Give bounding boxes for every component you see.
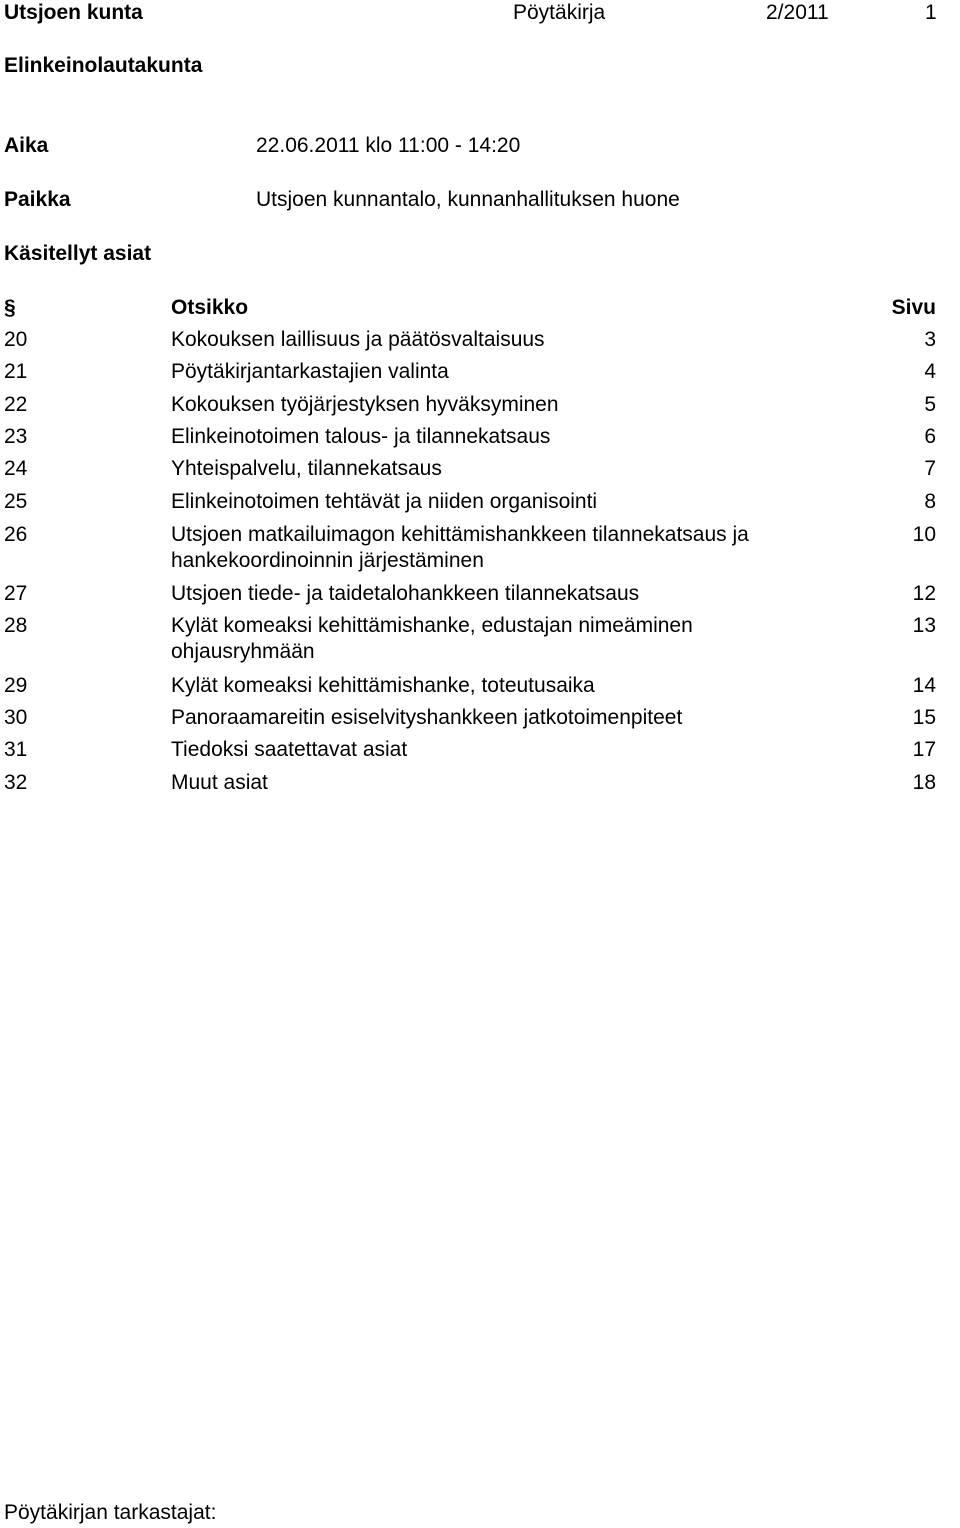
document-number: 2/2011	[766, 1, 829, 24]
agenda-item-title: Panoraamareitin esiselvityshankkeen jatkotoimenpiteet	[171, 706, 683, 729]
agenda-item-number: 22	[4, 393, 28, 416]
agenda-item-page: 18	[912, 771, 936, 794]
page-number: 1	[925, 1, 937, 24]
agenda-item-number: 25	[4, 490, 28, 513]
time-value: 22.06.2011 klo 11:00 - 14:20	[256, 134, 521, 157]
agenda-item-number: 28	[4, 614, 28, 637]
agenda-item-page: 4	[924, 360, 936, 383]
agenda-item-page: 14	[912, 674, 936, 697]
title-column-header: Otsikko	[171, 296, 249, 319]
agenda-item-title: Pöytäkirjantarkastajien valinta	[171, 360, 449, 383]
agenda-item-title: Kokouksen laillisuus ja päätösvaltaisuus	[171, 328, 545, 351]
agenda-item-number: 23	[4, 425, 28, 448]
agenda-item-number: 21	[4, 360, 28, 383]
section-symbol-header: §	[4, 296, 16, 319]
agenda-item-number: 32	[4, 771, 28, 794]
agenda-item-page: 7	[924, 457, 936, 480]
agenda-item-title: Tiedoksi saatettavat asiat	[171, 738, 408, 761]
agenda-item-number: 29	[4, 674, 28, 697]
board-name: Elinkeinolautakunta	[4, 54, 203, 77]
agenda-item-page: 3	[924, 328, 936, 351]
agenda-item-number: 31	[4, 738, 28, 761]
reviewers-label: Pöytäkirjan tarkastajat:	[4, 1501, 217, 1524]
agenda-item-page: 5	[924, 393, 936, 416]
document-type: Pöytäkirja	[513, 1, 606, 24]
agenda-item-page: 12	[912, 582, 936, 605]
agenda-item-number: 20	[4, 328, 28, 351]
agenda-item-title: Kylät komeaksi kehittämishanke, toteutusaika	[171, 674, 595, 697]
agenda-item-title: Yhteispalvelu, tilannekatsaus	[171, 457, 442, 480]
organization-name: Utsjoen kunta	[4, 1, 143, 24]
agenda-item-number: 26	[4, 523, 28, 546]
agenda-item-page: 8	[924, 490, 936, 513]
agenda-item-title: Kokouksen työjärjestyksen hyväksyminen	[171, 393, 559, 416]
agenda-item-title: Utsjoen matkailuimagon kehittämishankkeen tilannekatsaus ja hankekoordinoinnin järjestäminen	[171, 523, 749, 572]
place-label: Paikka	[4, 188, 71, 211]
agenda-item-title: Elinkeinotoimen talous- ja tilannekatsaus	[171, 425, 551, 448]
page-column-header: Sivu	[891, 296, 936, 319]
agenda-item-page: 13	[912, 614, 936, 637]
agenda-item-title: Utsjoen tiede- ja taidetalohankkeen tilannekatsaus	[171, 582, 640, 605]
agenda-item-title: Muut asiat	[171, 771, 268, 794]
agenda-item-title: Elinkeinotoimen tehtävät ja niiden organisointi	[171, 490, 598, 513]
agenda-item-page: 6	[924, 425, 936, 448]
agenda-section-title: Käsitellyt asiat	[4, 242, 152, 265]
agenda-item-title: Kylät komeaksi kehittämishanke, edustajan nimeäminen ohjausryhmään	[171, 614, 693, 663]
agenda-item-number: 24	[4, 457, 28, 480]
agenda-item-page: 15	[912, 706, 936, 729]
agenda-item-number: 30	[4, 706, 28, 729]
place-value: Utsjoen kunnantalo, kunnanhallituksen huone	[256, 188, 680, 211]
agenda-item-page: 17	[912, 738, 936, 761]
agenda-item-number: 27	[4, 582, 28, 605]
agenda-item-page: 10	[912, 523, 936, 546]
time-label: Aika	[4, 134, 49, 157]
